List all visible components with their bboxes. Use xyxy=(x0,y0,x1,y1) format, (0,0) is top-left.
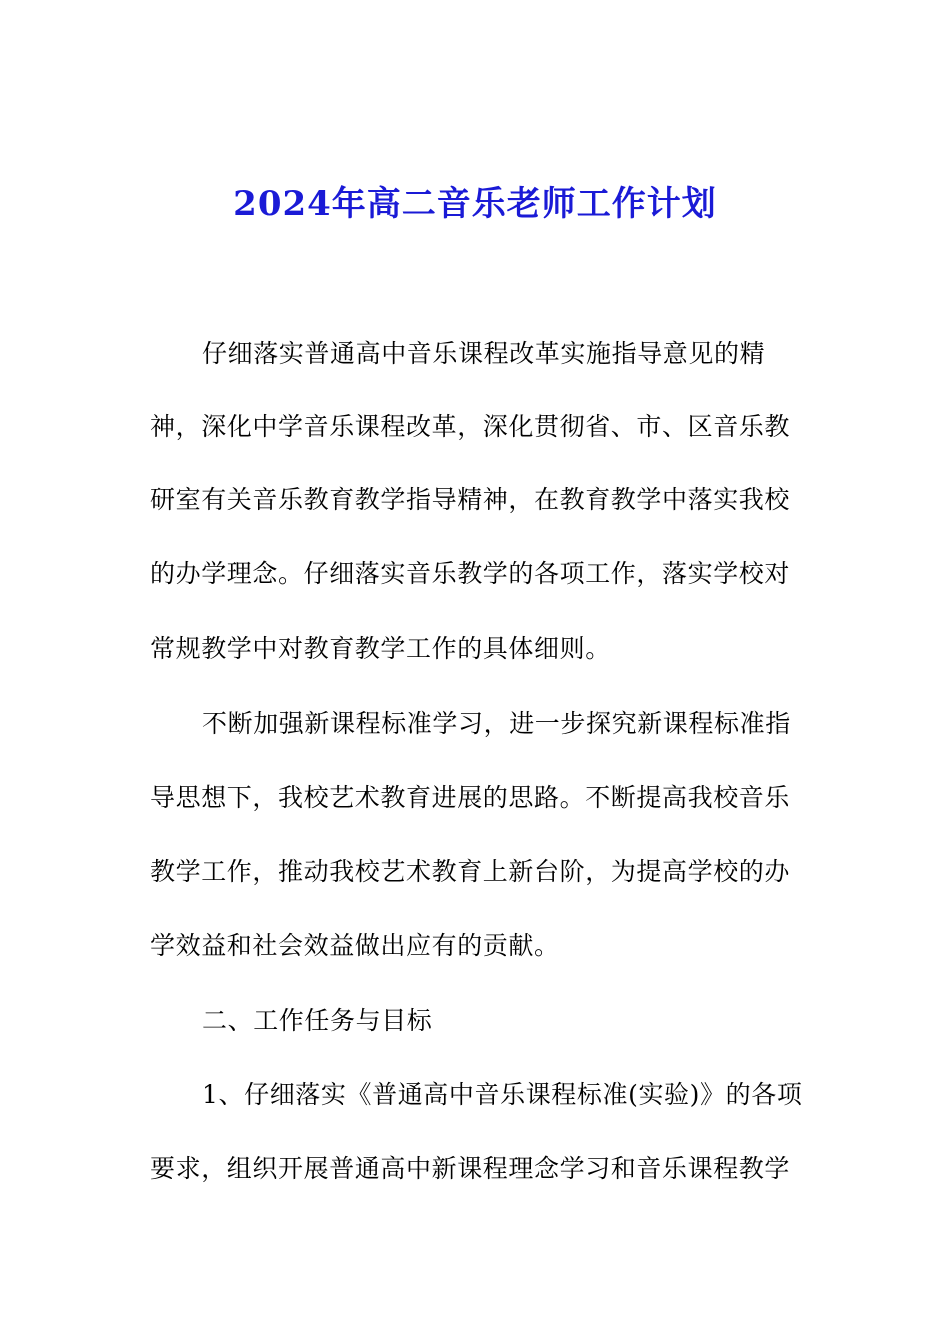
paragraph-line: 不断加强新课程标准学习，进一步探究新课程标准指 xyxy=(202,709,791,738)
section-heading: 二、工作任务与目标 xyxy=(202,1006,433,1035)
paragraph-line: 的办学理念。仔细落实音乐教学的各项工作，落实学校对 xyxy=(150,559,791,588)
paragraph-line: 教学工作，推动我校艺术教育上新台阶，为提高学校的办 xyxy=(150,857,791,886)
paragraph-line: 神，深化中学音乐课程改革，深化贯彻省、市、区音乐教 xyxy=(150,412,791,441)
paragraph-line: 学效益和社会效益做出应有的贡献。 xyxy=(150,931,560,960)
paragraph-line: 要求，组织开展普通高中新课程理念学习和音乐课程教学 xyxy=(150,1154,791,1183)
paragraph-line: 仔细落实普通高中音乐课程改革实施指导意见的精 xyxy=(202,339,766,368)
paragraph-line: 1、仔细落实《普通高中音乐课程标准(实验)》的各项 xyxy=(202,1080,803,1109)
document-title: 2024年高二音乐老师工作计划 xyxy=(233,184,717,224)
paragraph-line: 导思想下，我校艺术教育进展的思路。不断提高我校音乐 xyxy=(150,783,791,812)
paragraph-line: 研室有关音乐教育教学指导精神，在教育教学中落实我校 xyxy=(150,485,791,514)
paragraph-line: 常规教学中对教育教学工作的具体细则。 xyxy=(150,634,611,663)
